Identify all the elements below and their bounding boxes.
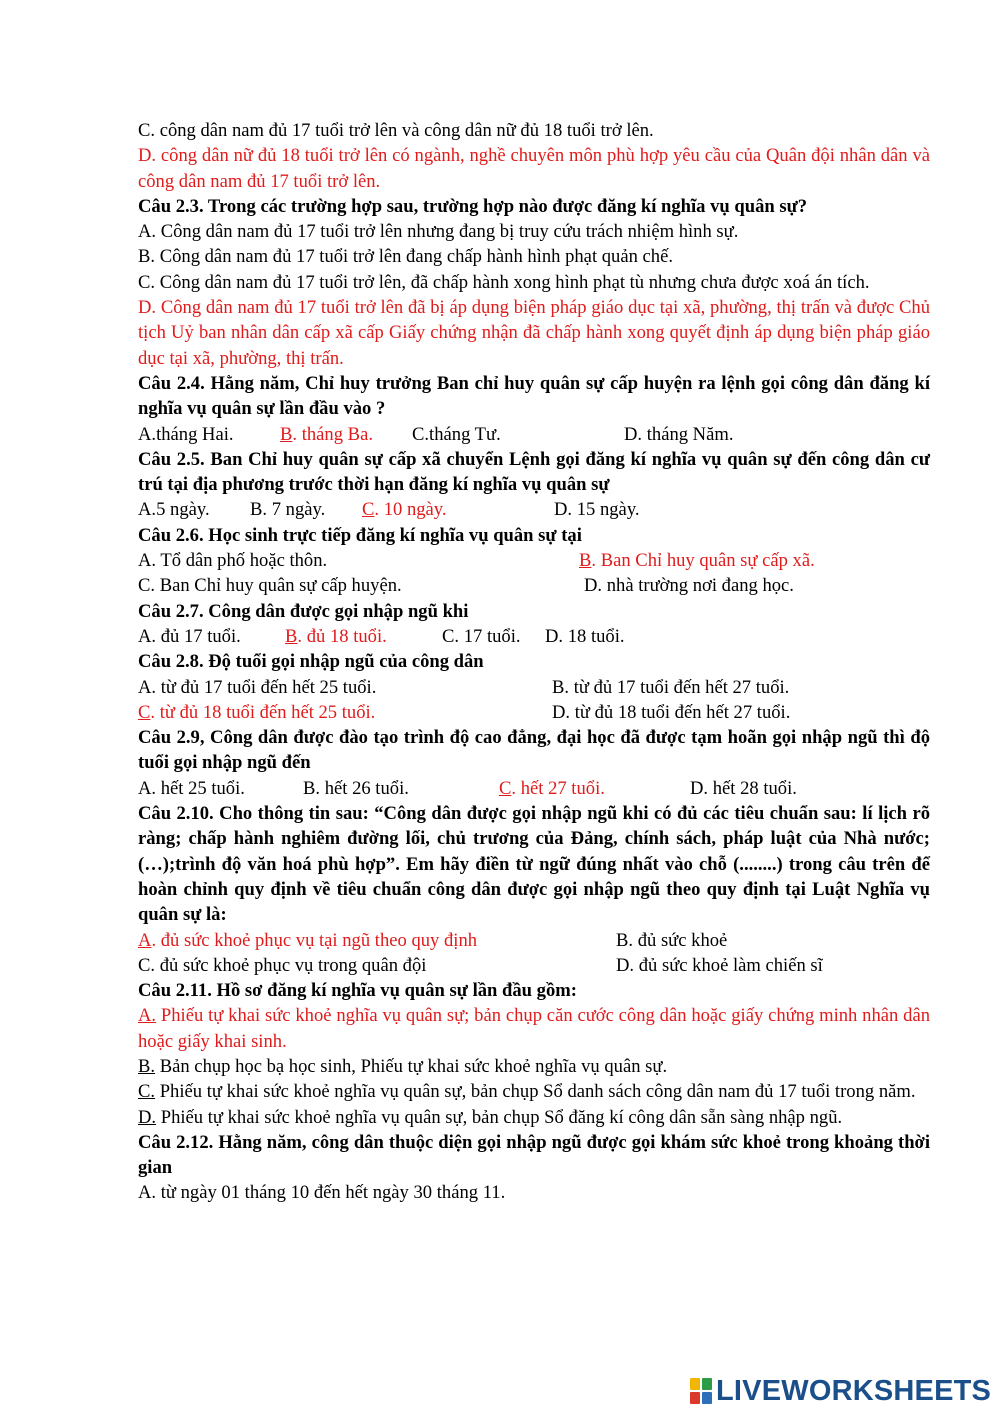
q28-option-c-answer	[138, 700, 552, 725]
q24-option-b-text: . tháng Ba.	[292, 423, 373, 445]
q210-option-c: C. đủ sức khoẻ phục vụ trong quân đội	[138, 954, 427, 976]
q26-options-row1	[138, 548, 930, 573]
q210-option-a-answer	[138, 928, 616, 953]
q26-option-a: A. Tổ dân phố hoặc thôn.	[138, 550, 328, 572]
q28-options-row1	[138, 675, 930, 700]
option-d-prev-answer: D. công dân nữ đủ 18 tuổi trở lên có ngành, nghề chuyên môn phù hợp yêu cầu của Quân đội nhân dân và công dân nam đủ 17 tuổi trở lên.	[138, 145, 930, 192]
q28-options-row2	[138, 700, 930, 725]
q29-option-c-text: . hết 27 tuổi.	[511, 777, 605, 799]
q24-options	[138, 422, 930, 447]
q26-option-b-text: . Ban Chỉ huy quân sự cấp xã.	[591, 550, 815, 572]
q29-option-a: A. hết 25 tuổi.	[138, 777, 245, 799]
q26-option-b-letter: B	[579, 550, 592, 572]
q23-option-a: A. Công dân nam đủ 17 tuổi trở lên nhưng đang bị truy cứu trách nhiệm hình sự.	[138, 221, 739, 243]
q25-option-c-text: . 10 ngày.	[374, 499, 447, 521]
question-2-12: Câu 2.12. Hằng năm, công dân thuộc diện gọi nhập ngũ được gọi khám sức khoẻ trong khoảng thời gian	[138, 1131, 930, 1179]
q26-options-row2	[138, 573, 930, 598]
q29-option-c-answer	[499, 776, 690, 801]
question-2-8: Câu 2.8. Độ tuổi gọi nhập ngũ của công dân	[138, 651, 484, 673]
q27-option-c: C. 17 tuổi.	[442, 625, 521, 647]
q211-option-c	[138, 1079, 930, 1104]
q27-option-a: A. đủ 17 tuổi.	[138, 625, 241, 647]
option-c-prev: C. công dân nam đủ 17 tuổi trở lên và công dân nữ đủ 18 tuổi trở lên.	[138, 120, 654, 141]
q27-option-d: D. 18 tuổi.	[545, 625, 625, 647]
q24-option-d: D. tháng Năm.	[624, 423, 734, 445]
question-2-9: Câu 2.9, Công dân được đào tạo trình độ cao đẳng, đại học đã được tạm hoãn gọi nhập ngũ thì độ tuổi gọi nhập ngũ đến	[138, 727, 930, 774]
q27-options	[138, 624, 930, 649]
q23-option-b: B. Công dân nam đủ 17 tuổi trở lên đang chấp hành hình phạt quản chế.	[138, 246, 673, 268]
q24-option-b-answer	[280, 422, 412, 447]
q28-option-b: B. từ đủ 17 tuổi đến hết 27 tuổi.	[552, 676, 790, 698]
q211-option-b	[138, 1054, 930, 1079]
q210-options-row1	[138, 928, 930, 953]
q27-option-b-text: . đủ 18 tuổi.	[297, 625, 387, 647]
liveworksheets-logo-icon	[690, 1378, 712, 1404]
q23-option-d-answer: D. Công dân nam đủ 17 tuổi trở lên đã bị áp dụng biện pháp giáo dục tại xã, phường, thị trấn và được Chủ tịch Uỷ ban nhân dân cấp xã cấp Giấy chứng nhận đã chấp hành xong quyết định áp dụng biện pháp giáo dục tại xã, phường, thị trấn.	[138, 297, 930, 369]
q25-option-c-letter: C	[362, 499, 375, 521]
q26-option-b-answer	[579, 548, 815, 573]
q210-options-row2	[138, 953, 930, 978]
question-2-7: Câu 2.7. Công dân được gọi nhập ngũ khi	[138, 600, 469, 622]
q28-option-d: D. từ đủ 18 tuổi đến hết 27 tuổi.	[552, 701, 791, 723]
q210-option-a-letter: A	[138, 929, 152, 951]
question-2-5: Câu 2.5. Ban Chỉ huy quân sự cấp xã chuyển Lệnh gọi đăng kí nghĩa vụ quân sự đến công dân cư trú tại địa phương trước thời hạn đăng kí nghĩa vụ quân sự	[138, 448, 930, 496]
q29-option-d: D. hết 28 tuổi.	[690, 777, 797, 799]
question-2-6: Câu 2.6. Học sinh trực tiếp đăng kí nghĩa vụ quân sự tại	[138, 524, 582, 546]
q25-option-a: A.5 ngày.	[138, 499, 210, 521]
q210-option-d: D. đủ sức khoẻ làm chiến sĩ	[616, 954, 823, 976]
q212-option-a: A. từ ngày 01 tháng 10 đến hết ngày 30 tháng 11.	[138, 1182, 506, 1204]
q26-option-c: C. Ban Chỉ huy quân sự cấp huyện.	[138, 575, 402, 597]
question-2-11: Câu 2.11. Hồ sơ đăng kí nghĩa vụ quân sự lần đầu gồm:	[138, 980, 577, 1002]
q26-option-d: D. nhà trường nơi đang học.	[584, 575, 794, 597]
q211-option-c-letter: C.	[138, 1081, 156, 1103]
q28-option-c-text: . từ đủ 18 tuổi đến hết 25 tuổi.	[150, 701, 376, 723]
q29-option-b: B. hết 26 tuổi.	[303, 777, 409, 799]
q211-option-d-text: Phiếu tự khai sức khoẻ nghĩa vụ quân sự, bản chụp Sổ đăng kí công dân sẵn sàng nhập ngũ.	[156, 1106, 843, 1128]
q211-option-a-letter: A.	[138, 1005, 157, 1027]
q211-option-a-text: Phiếu tự khai sức khoẻ nghĩa vụ quân sự; bản chụp căn cước công dân hoặc giấy chứng minh nhân dân hoặc giấy khai sinh.	[138, 1005, 930, 1052]
q25-option-c-answer	[362, 497, 554, 522]
q24-option-b-letter: B	[280, 423, 293, 445]
q27-option-b-answer	[285, 624, 442, 649]
q211-option-d	[138, 1105, 930, 1130]
q25-option-d: D. 15 ngày.	[554, 499, 640, 521]
q28-option-c-letter: C	[138, 701, 151, 723]
q210-option-b: B. đủ sức khoẻ	[616, 929, 728, 951]
q210-option-a-text: . đủ sức khoẻ phục vụ tại ngũ theo quy định	[151, 929, 478, 951]
q29-options	[138, 776, 930, 801]
q211-option-b-letter: B.	[138, 1055, 156, 1077]
question-2-3: Câu 2.3. Trong các trường hợp sau, trường hợp nào được đăng kí nghĩa vụ quân sự?	[138, 195, 808, 217]
q211-option-d-letter: D.	[138, 1106, 157, 1128]
q211-option-a-answer	[138, 1003, 930, 1054]
q25-option-b: B. 7 ngày.	[250, 499, 326, 521]
liveworksheets-brand-text: LIVEWORKSHEETS	[716, 1374, 992, 1407]
q211-option-c-text: Phiếu tự khai sức khoẻ nghĩa vụ quân sự, bản chụp Sổ danh sách công dân nam đủ 17 tuổi trong năm.	[155, 1081, 916, 1103]
question-2-10: Câu 2.10. Cho thông tin sau: “Công dân được gọi nhập ngũ khi có đủ các tiêu chuẩn sau: lí lịch rõ ràng; chấp hành nghiêm đường lối, chủ trương của Đảng, chính sách, pháp luật của Nhà nước; (…);trình độ văn hoá phù hợp”. Em hãy điền từ ngữ đúng nhất vào chỗ (........) trong câu trên để hoàn chỉnh quy định về tiêu chuẩn công dân được gọi nhập ngũ theo quy định tại Luật Nghĩa vụ quân sự là:	[138, 803, 930, 926]
liveworksheets-logo[interactable]	[690, 1374, 990, 1408]
q23-option-c: C. Công dân nam đủ 17 tuổi trở lên, đã chấp hành xong hình phạt tù nhưng chưa được xoá án tích.	[138, 271, 870, 293]
q211-option-b-text: Bản chụp học bạ học sinh, Phiếu tự khai sức khoẻ nghĩa vụ quân sự.	[155, 1055, 668, 1077]
q25-options	[138, 497, 930, 522]
q24-option-a: A.tháng Hai.	[138, 423, 234, 445]
q27-option-b-letter: B	[285, 625, 298, 647]
worksheet-page	[138, 118, 930, 1206]
q28-option-a: A. từ đủ 17 tuổi đến hết 25 tuổi.	[138, 676, 377, 698]
question-2-4: Câu 2.4. Hằng năm, Chỉ huy trưởng Ban chỉ huy quân sự cấp huyện ra lệnh gọi công dân đăng kí nghĩa vụ quân sự lần đầu vào ?	[138, 372, 930, 420]
q29-option-c-letter: C	[499, 777, 512, 799]
q24-option-c: C.tháng Tư.	[412, 423, 501, 445]
